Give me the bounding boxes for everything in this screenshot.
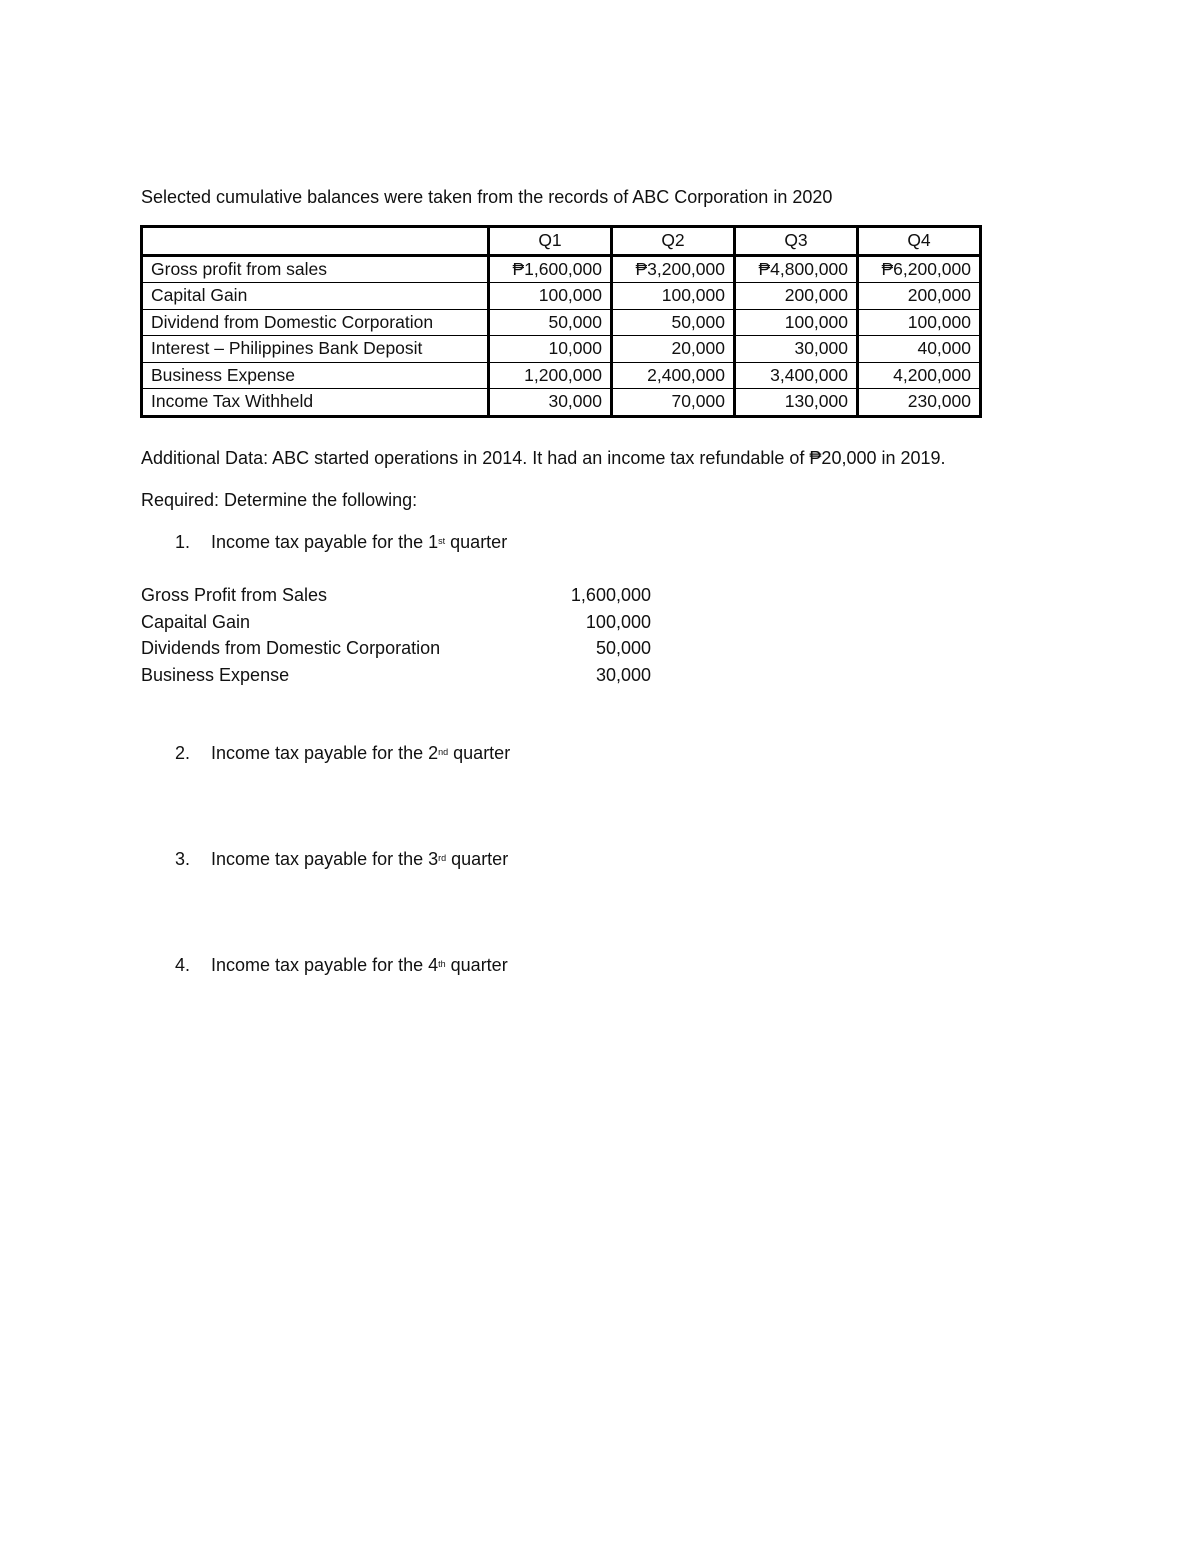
cell-value: 40,000: [858, 336, 981, 363]
item-suffix: th: [438, 959, 446, 969]
row-label: Interest – Philippines Bank Deposit: [142, 336, 489, 363]
cell-value: ₱4,800,000: [735, 255, 858, 283]
working-row: [141, 665, 661, 692]
table-row: [142, 283, 981, 310]
item-number: 3.: [175, 849, 191, 869]
item-tail: quarter: [446, 849, 509, 869]
cell-value: 70,000: [612, 389, 735, 417]
list-item: [175, 532, 507, 553]
table-row: [142, 255, 981, 283]
item-number: 2.: [175, 743, 191, 763]
cell-value: 20,000: [612, 336, 735, 363]
working-label: Dividends from Domestic Corporation: [141, 638, 441, 658]
cell-value: 100,000: [858, 309, 981, 336]
cell-value: 100,000: [735, 309, 858, 336]
cell-value: 100,000: [612, 283, 735, 310]
row-label: Gross profit from sales: [142, 255, 489, 283]
item-text: Income tax payable for the 3: [211, 849, 439, 869]
header-q3: Q3: [735, 227, 858, 256]
cell-value: ₱1,600,000: [489, 255, 612, 283]
table-row: [142, 389, 981, 417]
cell-value: 30,000: [735, 336, 858, 363]
cell-value: 50,000: [612, 309, 735, 336]
working-list: [141, 585, 661, 691]
item-suffix: nd: [438, 747, 449, 757]
header-q2: Q2: [612, 227, 735, 256]
working-label: Capaital Gain: [141, 611, 251, 632]
item-number: 4.: [175, 955, 191, 975]
cell-value: 100,000: [489, 283, 612, 310]
required-text: Required: Determine the following:: [141, 490, 418, 510]
row-label: Business Expense: [142, 362, 489, 389]
additional-data-text: Additional Data: ABC started operations in 2014. It had an income tax refundable of ₱20,000 in 2019.: [141, 448, 946, 468]
row-label: Income Tax Withheld: [142, 389, 489, 417]
row-label: Dividend from Domestic Corporation: [142, 309, 489, 336]
cell-value: 10,000: [489, 336, 612, 363]
working-row: [141, 638, 661, 665]
cell-value: 200,000: [735, 283, 858, 310]
table-row: [142, 336, 981, 363]
table-header-row: [142, 227, 981, 256]
item-tail: quarter: [445, 955, 508, 975]
header-q4: Q4: [858, 227, 981, 256]
item-number: 1.: [175, 532, 191, 552]
list-item: [175, 849, 508, 870]
working-value: 1,600,000: [570, 585, 651, 605]
cell-value: 30,000: [489, 389, 612, 417]
working-value: 100,000: [585, 611, 651, 632]
item-text: Income tax payable for the 1: [211, 532, 439, 552]
cell-value: 1,200,000: [489, 362, 612, 389]
item-tail: quarter: [445, 532, 508, 552]
item-tail: quarter: [448, 743, 511, 763]
working-row: [141, 612, 661, 639]
item-text: Income tax payable for the 4: [211, 955, 439, 975]
cell-value: 230,000: [858, 389, 981, 417]
cell-value: ₱3,200,000: [612, 255, 735, 283]
cell-value: 200,000: [858, 283, 981, 310]
header-q1: Q1: [489, 227, 612, 256]
header-blank-cell: [142, 227, 489, 256]
cell-value: ₱6,200,000: [858, 255, 981, 283]
working-label: Business Expense: [141, 664, 290, 685]
cell-value: 4,200,000: [858, 362, 981, 389]
cell-value: 130,000: [735, 389, 858, 417]
item-suffix: rd: [438, 853, 447, 863]
balances-table: [140, 225, 982, 418]
item-text: Income tax payable for the 2: [211, 743, 439, 763]
working-value: 50,000: [595, 638, 651, 658]
list-item: [175, 955, 508, 976]
cell-value: 3,400,000: [735, 362, 858, 389]
list-item: [175, 743, 510, 764]
table-row: [142, 309, 981, 336]
cell-value: 50,000: [489, 309, 612, 336]
table-row: [142, 362, 981, 389]
intro-text: Selected cumulative balances were taken from the records of ABC Corporation in 2020: [141, 187, 833, 207]
row-label: Capital Gain: [142, 283, 489, 310]
working-label: Gross Profit from Sales: [141, 585, 328, 605]
item-suffix: st: [438, 536, 446, 546]
cell-value: 2,400,000: [612, 362, 735, 389]
working-value: 30,000: [595, 664, 651, 685]
working-row: [141, 585, 661, 612]
